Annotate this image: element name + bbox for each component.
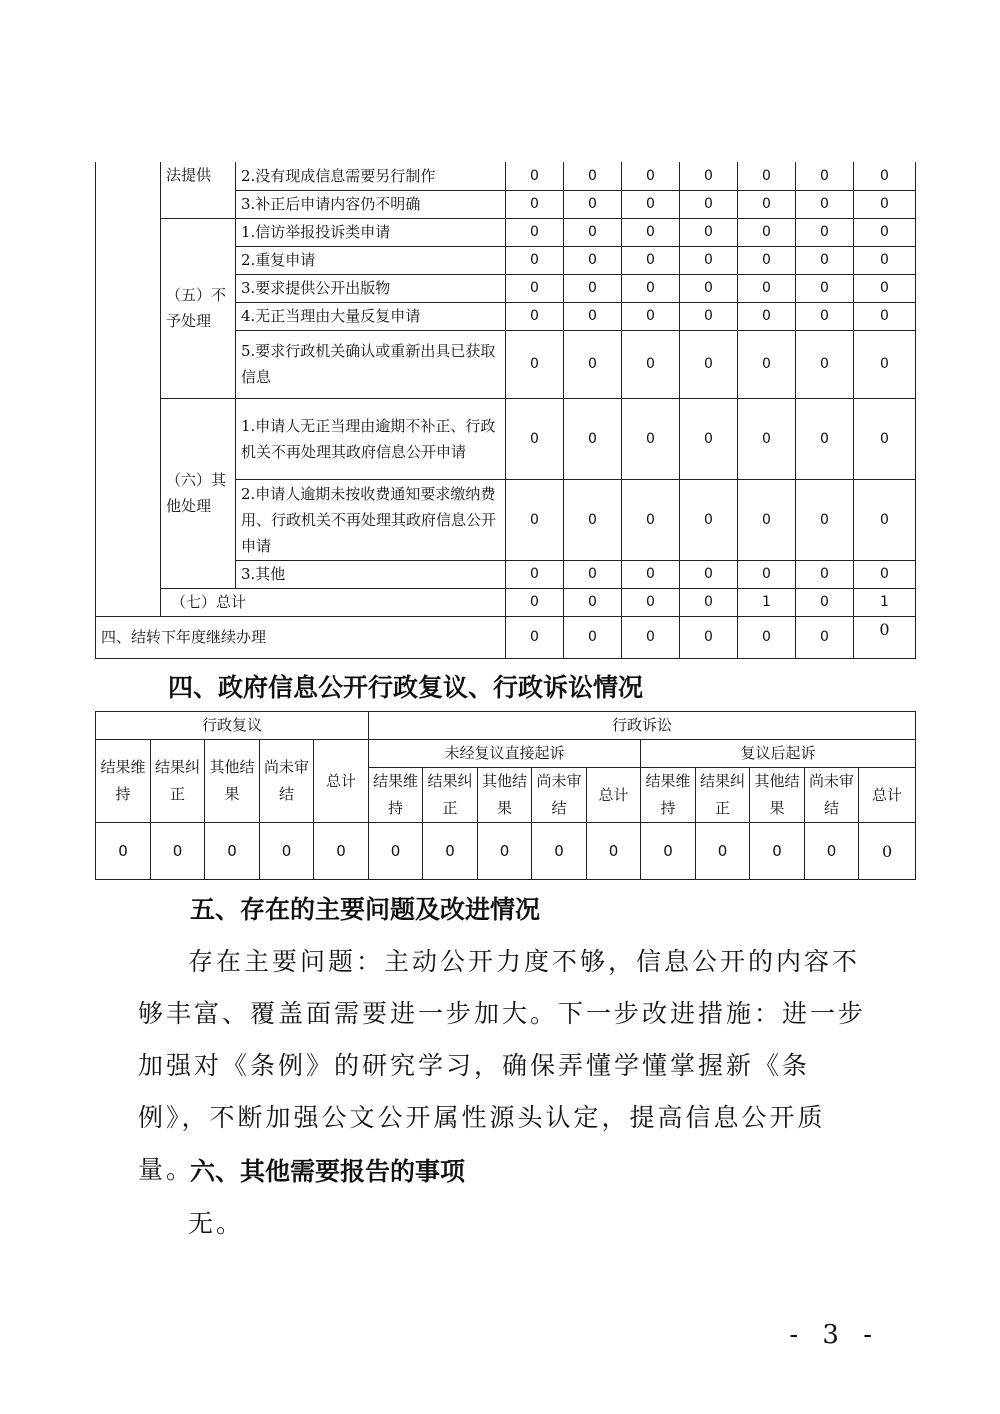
value-cell: 0 bbox=[738, 302, 796, 330]
value-cell: 0 bbox=[854, 162, 916, 190]
col-header: 结果维持 bbox=[641, 768, 696, 823]
value-cell: 0 bbox=[696, 823, 750, 880]
item-label: 2.重复申请 bbox=[236, 246, 506, 274]
value-cell: 0 bbox=[506, 479, 564, 560]
value-cell: 0 bbox=[796, 246, 854, 274]
value-cell: 0 bbox=[506, 398, 564, 479]
col-header: 其他结果 bbox=[478, 768, 532, 823]
value-cell: 0 bbox=[564, 479, 622, 560]
value-cell: 0 bbox=[622, 302, 680, 330]
value-cell: 0 bbox=[564, 274, 622, 302]
value-cell: 0 bbox=[854, 560, 916, 588]
value-cell: 0 bbox=[506, 616, 564, 658]
item-label: 4.无正当理由大量反复申请 bbox=[236, 302, 506, 330]
value-cell: 0 bbox=[506, 302, 564, 330]
value-cell: 0 bbox=[622, 330, 680, 398]
value-cell: 0 bbox=[151, 823, 205, 880]
page-number: - 3 - bbox=[789, 1320, 880, 1350]
category-cell: 法提供 bbox=[161, 162, 236, 218]
value-cell: 0 bbox=[854, 616, 916, 658]
value-cell: 0 bbox=[854, 274, 916, 302]
item-label: 3.补正后申请内容仍不明确 bbox=[236, 190, 506, 218]
value-cell: 0 bbox=[506, 218, 564, 246]
value-cell: 0 bbox=[622, 246, 680, 274]
value-cell: 0 bbox=[564, 218, 622, 246]
value-cell: 0 bbox=[260, 823, 314, 880]
item-label: 1.信访举报投诉类申请 bbox=[236, 218, 506, 246]
col-header: 结果维持 bbox=[369, 768, 423, 823]
total-row bbox=[96, 588, 916, 616]
table-row bbox=[96, 162, 916, 190]
value-cell: 0 bbox=[205, 823, 260, 880]
value-cell: 0 bbox=[680, 162, 738, 190]
value-cell: 0 bbox=[622, 398, 680, 479]
item-label: 1.申请人无正当理由逾期不补正、行政机关不再处理其政府信息公开申请 bbox=[236, 398, 506, 479]
application-handling-table bbox=[95, 162, 916, 659]
item-label: 5.要求行政机关确认或重新出具已获取信息 bbox=[236, 330, 506, 398]
section6-heading: 六、其他需要报告的事项 bbox=[190, 1157, 466, 1186]
col-header: 总计 bbox=[314, 740, 369, 823]
col-header: 其他结果 bbox=[750, 768, 805, 823]
review-litigation-table bbox=[95, 711, 916, 880]
carry-over-row bbox=[96, 616, 916, 658]
value-cell: 0 bbox=[738, 479, 796, 560]
item-label: 2.申请人逾期未按收费通知要求缴纳费用、行政机关不再处理其政府信息公开申请 bbox=[236, 479, 506, 560]
value-cell: 0 bbox=[680, 218, 738, 246]
review-header: 行政复议 bbox=[96, 712, 369, 740]
value-cell: 0 bbox=[680, 190, 738, 218]
value-cell: 0 bbox=[532, 823, 587, 880]
col-header: 其他结果 bbox=[205, 740, 260, 823]
value-cell: 0 bbox=[854, 479, 916, 560]
value-cell: 0 bbox=[859, 823, 916, 880]
col-header: 结果纠正 bbox=[423, 768, 478, 823]
value-cell: 0 bbox=[369, 823, 423, 880]
section5-heading: 五、存在的主要问题及改进情况 bbox=[190, 895, 541, 924]
value-cell: 0 bbox=[622, 190, 680, 218]
col-header: 结果纠正 bbox=[696, 768, 750, 823]
section6-paragraph: 无。 bbox=[188, 1209, 245, 1238]
value-cell: 0 bbox=[506, 560, 564, 588]
value-cell: 0 bbox=[641, 823, 696, 880]
value-cell: 0 bbox=[564, 330, 622, 398]
value-cell: 0 bbox=[587, 823, 641, 880]
value-cell: 0 bbox=[738, 398, 796, 479]
value-cell: 0 bbox=[564, 162, 622, 190]
value-cell: 0 bbox=[564, 302, 622, 330]
value-cell: 0 bbox=[478, 823, 532, 880]
value-cell: 0 bbox=[506, 246, 564, 274]
value-cell: 0 bbox=[506, 330, 564, 398]
value-cell: 0 bbox=[423, 823, 478, 880]
value-cell: 0 bbox=[796, 588, 854, 616]
value-cell: 0 bbox=[796, 560, 854, 588]
value-cell: 0 bbox=[738, 162, 796, 190]
item-label: 3.要求提供公开出版物 bbox=[236, 274, 506, 302]
col-header: 尚未审结 bbox=[532, 768, 587, 823]
col-header: 结果纠正 bbox=[151, 740, 205, 823]
value-cell: 0 bbox=[738, 246, 796, 274]
item-label: 2.没有现成信息需要另行制作 bbox=[236, 162, 506, 190]
section5-paragraph: 存在主要问题：主动公开力度不够，信息公开的内容不够丰富、覆盖面需要进一步加大。下一步改进措施：进一步加强对《条例》的研究学习，确保弄懂学懂掌握新《条例》，不断加强公文公开属性源头认定，提高信息公开质量。 bbox=[138, 947, 867, 1184]
value-cell: 0 bbox=[854, 246, 916, 274]
value-cell: 0 bbox=[622, 274, 680, 302]
value-cell: 0 bbox=[622, 588, 680, 616]
total-label: （七）总计 bbox=[161, 588, 506, 616]
value-cell: 0 bbox=[680, 588, 738, 616]
value-cell: 0 bbox=[314, 823, 369, 880]
section4-heading: 四、政府信息公开行政复议、行政诉讼情况 bbox=[168, 673, 644, 702]
col-header: 尚未审结 bbox=[805, 768, 859, 823]
value-cell: 0 bbox=[854, 190, 916, 218]
value-cell: 0 bbox=[564, 616, 622, 658]
value-cell: 0 bbox=[564, 560, 622, 588]
value-cell: 0 bbox=[796, 302, 854, 330]
item-label: 3.其他 bbox=[236, 560, 506, 588]
value-cell: 0 bbox=[680, 560, 738, 588]
value-cell: 0 bbox=[796, 190, 854, 218]
value-cell: 0 bbox=[796, 330, 854, 398]
litigation-header: 行政诉讼 bbox=[369, 712, 916, 740]
outer-category-cell bbox=[96, 162, 161, 616]
value-cell: 0 bbox=[680, 302, 738, 330]
value-cell: 0 bbox=[738, 330, 796, 398]
category-cell: （六）其他处理 bbox=[161, 398, 236, 588]
table-row bbox=[96, 398, 916, 479]
col-header: 结果维持 bbox=[96, 740, 151, 823]
col-header: 尚未审结 bbox=[260, 740, 314, 823]
value-cell: 0 bbox=[738, 190, 796, 218]
value-cell: 0 bbox=[680, 479, 738, 560]
col-header: 总计 bbox=[587, 768, 641, 823]
value-cell: 0 bbox=[680, 246, 738, 274]
table-row bbox=[96, 823, 916, 880]
after-review-header: 复议后起诉 bbox=[641, 740, 916, 768]
value-cell: 0 bbox=[796, 616, 854, 658]
value-cell: 0 bbox=[854, 302, 916, 330]
carry-over-label: 四、结转下年度继续办理 bbox=[96, 616, 506, 658]
value-cell: 0 bbox=[622, 162, 680, 190]
value-cell: 0 bbox=[854, 330, 916, 398]
direct-suit-header: 未经复议直接起诉 bbox=[369, 740, 641, 768]
value-cell: 0 bbox=[738, 218, 796, 246]
value-cell: 0 bbox=[796, 398, 854, 479]
value-cell: 0 bbox=[796, 162, 854, 190]
value-cell: 0 bbox=[96, 823, 151, 880]
value-cell: 0 bbox=[622, 218, 680, 246]
value-cell: 0 bbox=[796, 479, 854, 560]
value-cell: 0 bbox=[805, 823, 859, 880]
col-header: 总计 bbox=[859, 768, 916, 823]
value-cell: 0 bbox=[622, 560, 680, 588]
value-cell: 0 bbox=[796, 274, 854, 302]
value-cell: 0 bbox=[680, 330, 738, 398]
value-cell: 1 bbox=[854, 588, 916, 616]
value-cell: 0 bbox=[506, 190, 564, 218]
value-cell: 0 bbox=[854, 398, 916, 479]
table-row bbox=[96, 218, 916, 246]
value-cell: 0 bbox=[680, 616, 738, 658]
value-cell: 0 bbox=[738, 616, 796, 658]
category-cell: （五）不予处理 bbox=[161, 218, 236, 398]
value-cell: 0 bbox=[506, 162, 564, 190]
value-cell: 0 bbox=[622, 479, 680, 560]
value-cell: 0 bbox=[738, 274, 796, 302]
value-cell: 0 bbox=[564, 246, 622, 274]
value-cell: 0 bbox=[564, 398, 622, 479]
value-cell: 0 bbox=[564, 190, 622, 218]
value-cell: 0 bbox=[506, 588, 564, 616]
value-cell: 0 bbox=[738, 560, 796, 588]
value-cell: 0 bbox=[796, 218, 854, 246]
value-cell: 0 bbox=[680, 274, 738, 302]
value-cell: 0 bbox=[564, 588, 622, 616]
value-cell: 0 bbox=[622, 616, 680, 658]
value-cell: 0 bbox=[506, 274, 564, 302]
value-cell: 0 bbox=[750, 823, 805, 880]
value-cell: 0 bbox=[680, 398, 738, 479]
value-cell: 0 bbox=[854, 218, 916, 246]
value-cell: 1 bbox=[738, 588, 796, 616]
